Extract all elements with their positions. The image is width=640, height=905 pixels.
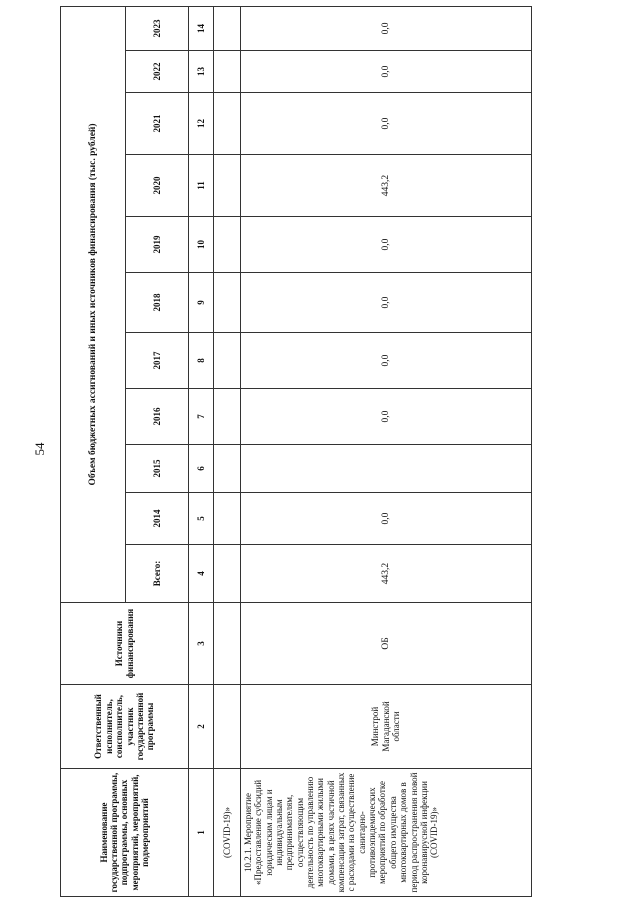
table-row <box>214 6 241 896</box>
value-2020: 443,2 <box>241 155 532 217</box>
column-number: 5 <box>189 493 214 545</box>
column-number: 6 <box>189 445 214 493</box>
measure-source: ОБ <box>241 603 532 685</box>
value-2022: 0,0 <box>241 51 532 93</box>
table-row <box>241 6 532 896</box>
column-number: 11 <box>189 155 214 217</box>
measure-executor: Минстрой Магаданской области <box>241 685 532 769</box>
rotated-table-container <box>60 7 530 897</box>
value-2017: 0,0 <box>241 333 532 389</box>
value-2019: 0,0 <box>241 217 532 273</box>
header-year-2019: 2019 <box>126 217 189 273</box>
value-2014: 0,0 <box>241 493 532 545</box>
measure-total: 443,2 <box>241 545 532 603</box>
column-number: 9 <box>189 273 214 333</box>
header-year-2020: 2020 <box>126 155 189 217</box>
row-name-continuation: (COVID-19)» <box>214 769 241 897</box>
column-number: 1 <box>189 769 214 897</box>
header-total: Всего: <box>126 545 189 603</box>
header-program-name: Наименование государственной программы, подпрограммы, основных мероприятий, мероприятий, подмероприятий <box>61 769 189 897</box>
column-number: 7 <box>189 389 214 445</box>
header-year-2021: 2021 <box>126 93 189 155</box>
column-number: 13 <box>189 51 214 93</box>
column-number: 2 <box>189 685 214 769</box>
header-year-2015: 2015 <box>126 445 189 493</box>
header-year-2016: 2016 <box>126 389 189 445</box>
header-year-2022: 2022 <box>126 51 189 93</box>
column-number: 4 <box>189 545 214 603</box>
value-2015 <box>241 445 532 493</box>
value-2016: 0,0 <box>241 389 532 445</box>
column-number: 14 <box>189 6 214 50</box>
measure-name: 10.2.1. Мероприятие «Предоставление субсидий юридическим лицам и индивидуальным предпринимателям, осуществляющим деятельность по управлению многоквартирными жилыми домами, в целях частичной компенсации затрат, связанных с расходами на осуществление санитарно-противоэпидемических мероприятий по обработке общего имущества многоквартирных домов в период распространения новой коронавирусной инфекции (COVID-19)» <box>241 769 532 897</box>
financing-table <box>60 6 532 897</box>
value-2021: 0,0 <box>241 93 532 155</box>
column-number: 10 <box>189 217 214 273</box>
header-year-2018: 2018 <box>126 273 189 333</box>
header-source: Источники финансирования <box>61 603 189 685</box>
header-year-2023: 2023 <box>126 6 189 50</box>
column-number-row <box>189 6 214 896</box>
header-year-2017: 2017 <box>126 333 189 389</box>
column-number: 8 <box>189 333 214 389</box>
header-executor: Ответственный исполнитель, соисполнитель, участник государственной программы <box>61 685 189 769</box>
page-number: 54 <box>32 442 47 456</box>
column-number: 12 <box>189 93 214 155</box>
value-2018: 0,0 <box>241 273 532 333</box>
header-finance-group: Объем бюджетных ассигнований и иных источников финансирования (тыс. рублей) <box>61 6 126 602</box>
header-year-2014: 2014 <box>126 493 189 545</box>
column-number: 3 <box>189 603 214 685</box>
value-2023: 0,0 <box>241 6 532 50</box>
